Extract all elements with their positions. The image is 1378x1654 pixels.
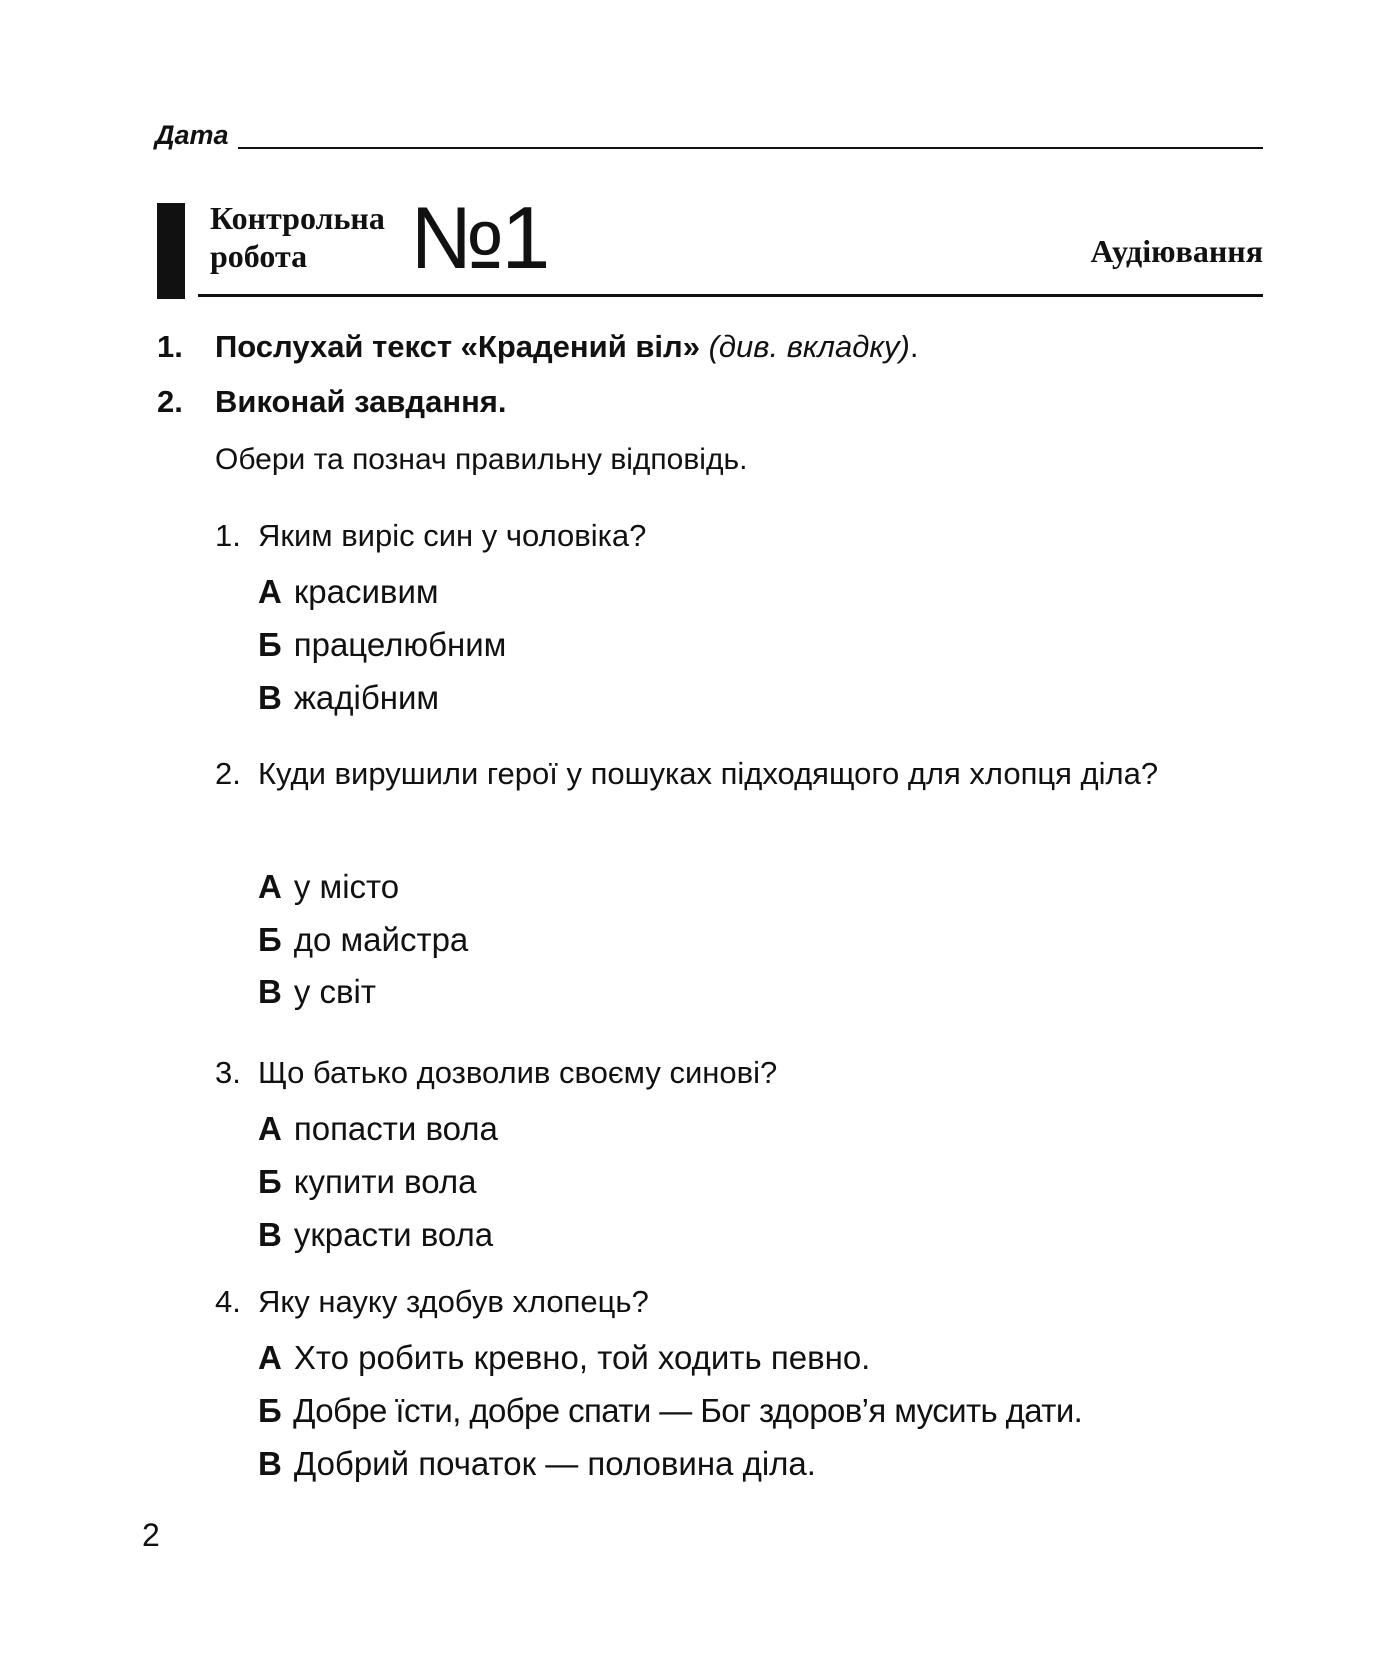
option-letter: В — [258, 1216, 282, 1253]
question-text: Куди вирушили герої у пошуках підходящого для хлопця діла? — [258, 756, 1159, 791]
answer-option[interactable] — [258, 1215, 493, 1255]
work-type-title — [210, 199, 385, 275]
option-letter: А — [258, 1110, 282, 1147]
answer-option[interactable] — [258, 1444, 816, 1484]
instruction-italic-text: (див. вкладку) — [699, 329, 910, 364]
question-text: Що батько дозволив своєму синові? — [258, 1055, 778, 1090]
option-text: працелюбним — [293, 626, 507, 663]
answer-option[interactable] — [258, 1162, 476, 1202]
instruction-2 — [157, 382, 507, 422]
option-text: Хто робить кревно, той ходить певно. — [293, 1339, 871, 1376]
answer-option[interactable] — [258, 1109, 498, 1149]
answer-option[interactable] — [258, 678, 439, 718]
answer-option[interactable] — [258, 1391, 1082, 1431]
instruction-bold-text: Виконай завдання. — [215, 384, 507, 419]
answer-option[interactable] — [258, 972, 376, 1012]
work-number: №1 — [410, 188, 548, 287]
option-letter: А — [258, 573, 282, 610]
header-divider — [198, 294, 1263, 297]
question-text: Яким виріс син у чоловіка? — [258, 518, 647, 553]
option-letter: А — [258, 868, 282, 905]
date-field-line[interactable] — [238, 147, 1263, 149]
answer-option[interactable] — [258, 572, 439, 612]
answer-option[interactable] — [258, 867, 399, 907]
question-number: 3. — [215, 1055, 241, 1090]
option-text: до майстра — [293, 921, 469, 958]
instruction-number: 1. — [157, 329, 183, 364]
option-letter: В — [258, 973, 282, 1010]
subject-title: Аудіювання — [1090, 233, 1263, 269]
option-letter: В — [258, 1445, 282, 1482]
header-accent-bar — [157, 203, 185, 299]
task-prompt: Обери та познач правильну відповідь. — [215, 443, 748, 476]
option-text: купити вола — [293, 1163, 477, 1200]
question-3 — [215, 1047, 1265, 1099]
option-text: у місто — [293, 868, 400, 905]
answer-option[interactable] — [258, 1338, 870, 1378]
option-letter: В — [258, 679, 282, 716]
option-text: попасти вола — [293, 1110, 498, 1147]
question-2 — [215, 748, 1265, 800]
option-text: украсти вола — [293, 1216, 494, 1253]
question-text: Яку науку здобув хлопець? — [258, 1284, 649, 1319]
instruction-number: 2. — [157, 384, 183, 419]
option-text: жадібним — [293, 679, 440, 716]
option-letter: Б — [258, 1392, 282, 1429]
question-number: 2. — [215, 756, 241, 791]
instruction-bold-text: Послухай текст «Крадений віл» — [215, 329, 700, 364]
instruction-1 — [157, 327, 918, 367]
option-letter: Б — [258, 921, 282, 958]
option-letter: Б — [258, 1163, 282, 1200]
work-type-line-2: робота — [210, 238, 308, 274]
answer-option[interactable] — [258, 920, 468, 960]
question-number: 4. — [215, 1284, 241, 1319]
work-type-line-1: Контрольна — [210, 200, 385, 236]
option-text: Добрий початок — половина діла. — [293, 1445, 816, 1482]
answer-option[interactable] — [258, 625, 506, 665]
option-text: Добре їсти, добре спати — Бог здоров’я мусить дати. — [293, 1392, 1083, 1429]
question-number: 1. — [215, 518, 241, 553]
option-letter: А — [258, 1339, 282, 1376]
instruction-tail: . — [909, 329, 919, 364]
question-1 — [215, 510, 1265, 562]
page-number: 2 — [142, 1517, 160, 1553]
option-text: красивим — [293, 573, 439, 610]
option-text: у світ — [293, 973, 376, 1010]
date-label: Дата — [155, 120, 229, 150]
question-4 — [215, 1276, 1265, 1328]
option-letter: Б — [258, 626, 282, 663]
